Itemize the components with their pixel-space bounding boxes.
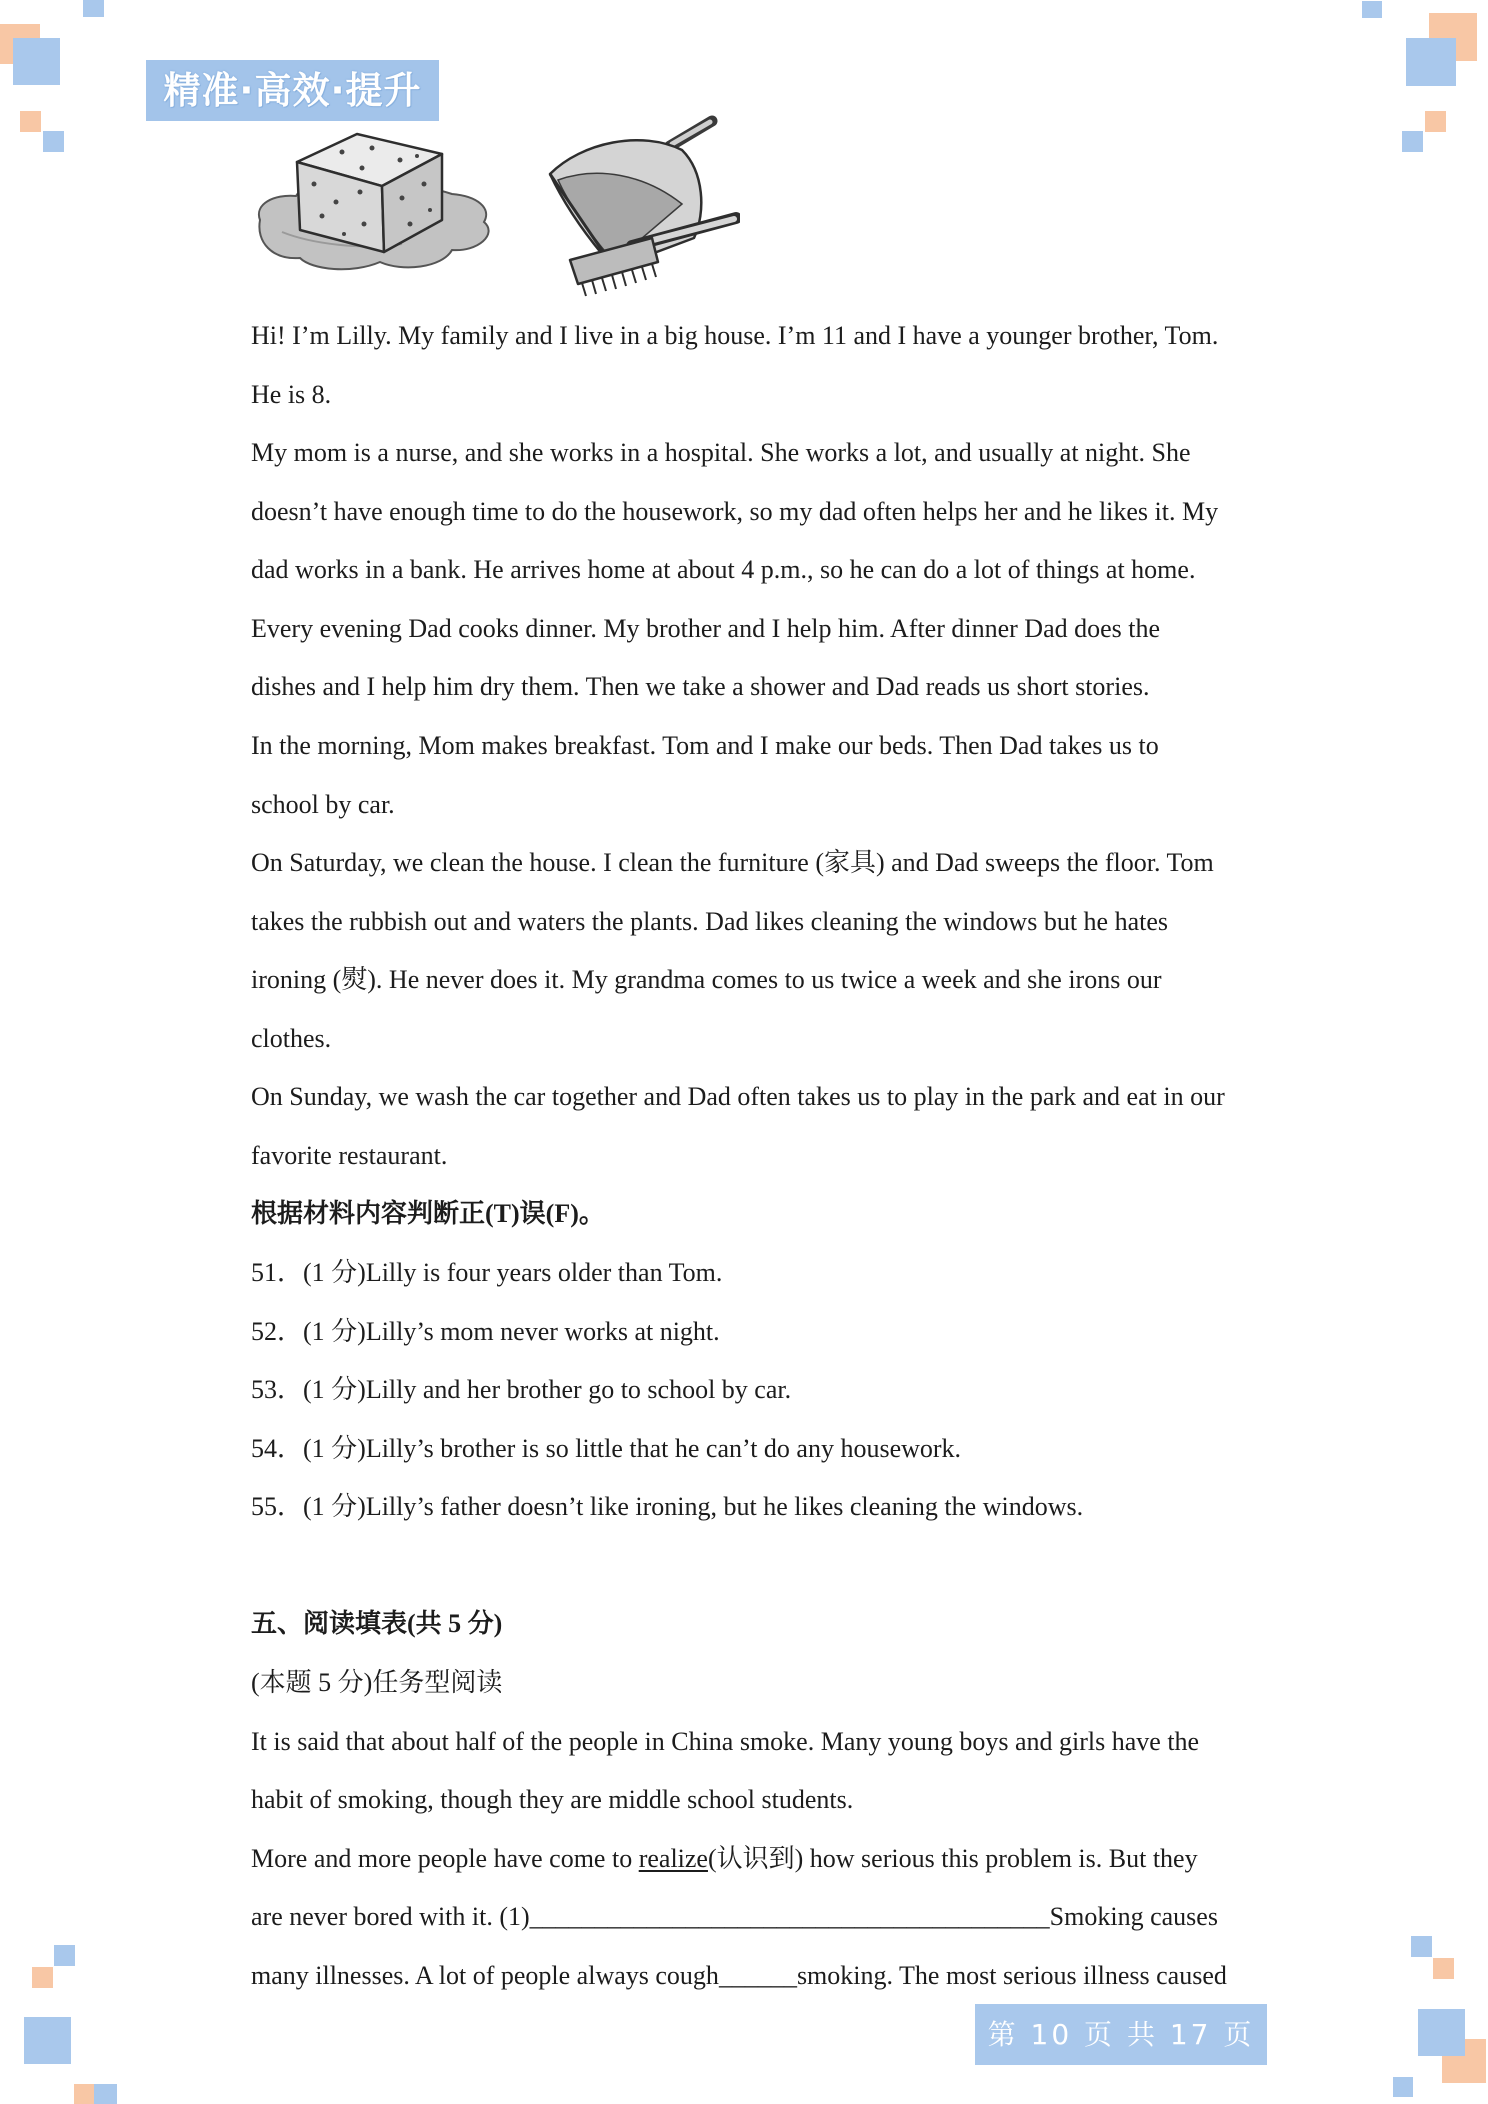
passage-line: takes the rubbish out and waters the plants. Dad likes cleaning the windows but he hates [251,906,1169,936]
decor-square [24,2017,71,2064]
decor-square [1433,1958,1454,1979]
passage-line: clothes. [251,1023,332,1053]
task-instruction: 根据材料内容判断正(T)误(F)。 [251,1199,605,1229]
passage-line: ironing (熨). He never does it. My grandma comes to us twice a week and she irons our [251,965,1162,995]
page-number-label: 第 10 页 共 17 页 [975,2004,1267,2065]
true-false-task [251,1185,1401,1536]
section-passage-line: habit of smoking, though they are middle school students. [251,1785,854,1815]
document-body [251,307,1401,2005]
text-segment: More and more people have come to [251,1843,639,1873]
section-passage-line [251,1888,1401,1947]
underlined-word: realize [638,1843,708,1873]
passage-line: school by car. [251,789,395,819]
decor-square [74,2084,94,2104]
text-segment: (认识到) how serious this problem is. But they [707,1843,1198,1873]
question-item: 55．(1 分)Lilly’s father doesn’t like ironing, but he likes cleaning the windows. [251,1492,1084,1522]
section-five [251,1595,1401,2005]
question-item: 52．(1 分)Lilly’s mom never works at night. [251,1316,720,1346]
decor-square [13,38,60,85]
passage-line: dishes and I help him dry them. Then we take a shower and Dad reads us short stories. [251,672,1150,702]
text-segment: are never bored with it. (1) [251,1902,530,1932]
decor-square [1418,2009,1465,2056]
text-segment: smoking. The most serious illness caused [796,1960,1227,1990]
section-gap [251,1537,1401,1596]
answer-blank: ________________________________________ [529,1902,1050,1932]
passage-line: dad works in a bank. He arrives home at about 4 p.m., so he can do a lot of things at home. [251,555,1196,585]
question-item: 54．(1 分)Lilly’s brother is so little that he can’t do any housework. [251,1433,962,1463]
header-logo: 精准·高效·提升 [146,60,439,121]
passage-line: favorite restaurant. [251,1140,448,1170]
passage-line: In the morning, Mom makes breakfast. Tom and I make our beds. Then Dad takes us to [251,730,1159,760]
answer-blank: ______ [718,1960,797,1990]
decor-square [1411,1936,1432,1957]
passage-line: doesn’t have enough time to do the housework, so my dad often helps her and he likes it. My [251,496,1219,526]
question-item: 53．(1 分)Lilly and her brother go to school by car. [251,1375,792,1405]
decor-square [94,2084,117,2104]
decor-square [83,0,104,17]
text-segment: many illnesses. A lot of people always cough [251,1960,719,1990]
passage-line: My mom is a nurse, and she works in a hospital. She works a lot, and usually at night. She [251,438,1191,468]
reading-passage [251,307,1401,1185]
decor-square [20,111,41,132]
section-passage-line [251,1830,1401,1889]
passage-line: On Sunday, we wash the car together and Dad often takes us to play in the park and eat in our [251,1082,1225,1112]
passage-line: Every evening Dad cooks dinner. My brother and I help him. After dinner Dad does the [251,613,1161,643]
section-passage-line: It is said that about half of the people in China smoke. Many young boys and girls have the [251,1726,1200,1756]
passage-line: On Saturday, we clean the house. I clean the furniture (家具) and Dad sweeps the floor. Tom [251,848,1214,878]
section-passage-line [251,1947,1401,2006]
decor-square [1402,131,1423,152]
decor-square [32,1967,53,1988]
text-segment: Smoking causes [1049,1902,1218,1932]
passage-line: Hi! I’m Lilly. My family and I live in a big house. I’m 11 and I have a younger brother, Tom. [251,321,1219,350]
section-title: 五、阅读填表(共 5 分) [251,1609,503,1639]
cleaning-illustration [252,112,740,300]
passage-line: He is 8. [251,379,332,409]
decor-square [1425,111,1446,132]
decor-square [1362,1,1382,18]
decor-square [43,131,64,152]
section-subtitle: (本题 5 分)任务型阅读 [251,1667,503,1697]
decor-square [1393,2077,1413,2097]
decor-square [54,1945,75,1966]
decor-square [1406,38,1456,86]
question-item: 51．(1 分)Lilly is four years older than Tom. [251,1258,723,1287]
